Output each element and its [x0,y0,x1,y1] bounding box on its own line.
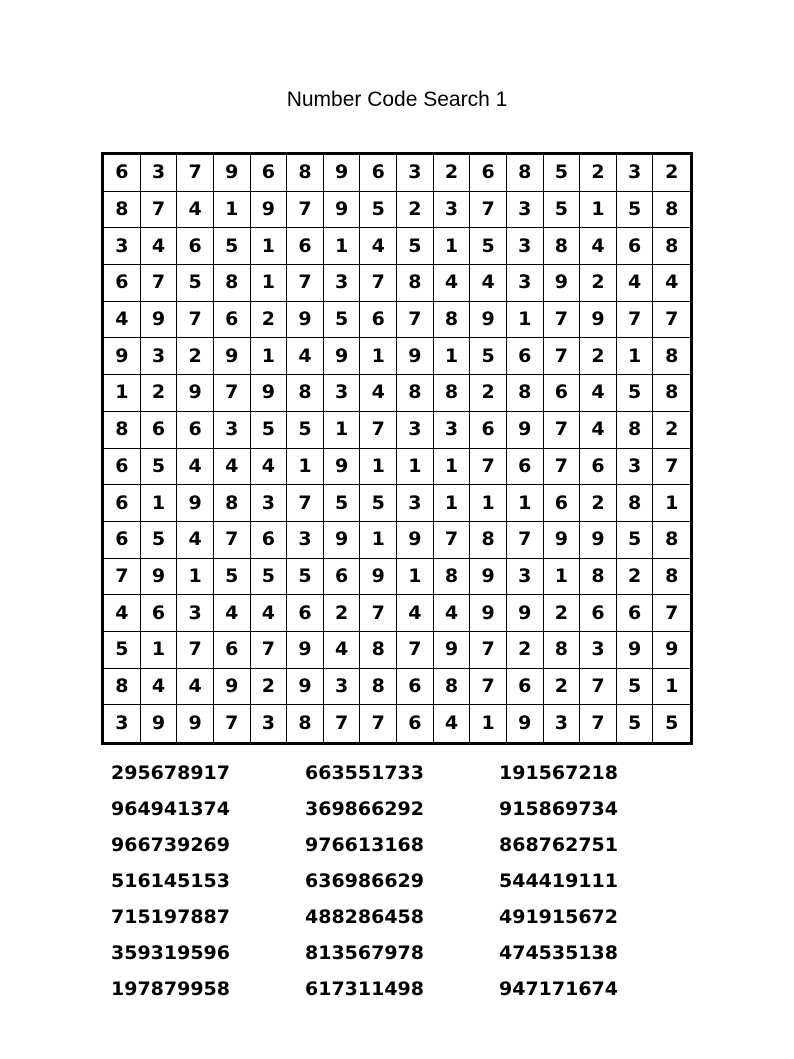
grid-cell: 9 [507,595,544,632]
grid-cell: 8 [214,265,251,302]
grid-cell: 8 [397,265,434,302]
grid-cell: 1 [360,522,397,559]
grid-cell: 7 [287,192,324,229]
grid-cell: 3 [397,155,434,192]
grid-cell: 5 [251,412,288,449]
grid-cell: 7 [544,338,581,375]
grid-cell: 8 [544,228,581,265]
grid-cell: 7 [653,302,690,339]
grid-cell: 5 [177,265,214,302]
grid-cell: 2 [544,669,581,706]
grid-cell: 9 [617,632,654,669]
grid-cell: 8 [653,375,690,412]
grid-cell: 7 [287,485,324,522]
grid-cell: 1 [434,338,471,375]
number-code: 516145153 [111,870,230,892]
grid-cell: 4 [470,265,507,302]
grid-cell: 4 [177,522,214,559]
grid-cell: 8 [653,559,690,596]
grid-cell: 1 [141,632,178,669]
grid-cell: 6 [617,228,654,265]
grid-cell: 9 [507,412,544,449]
grid-cell: 6 [104,155,141,192]
grid-cell: 1 [653,485,690,522]
grid-cell: 5 [141,522,178,559]
number-code: 369866292 [305,798,424,820]
grid-cell: 5 [251,559,288,596]
grid-cell: 9 [397,338,434,375]
grid-cell: 3 [397,485,434,522]
grid-cell: 8 [653,338,690,375]
grid-cell: 7 [507,522,544,559]
grid-cell: 1 [360,338,397,375]
grid-cell: 9 [324,338,361,375]
grid-cell: 9 [360,559,397,596]
grid-cell: 1 [470,485,507,522]
grid-cell: 1 [470,705,507,742]
grid-cell: 9 [177,375,214,412]
grid-cell: 5 [665,712,679,735]
number-code: 544419111 [499,870,618,892]
grid-cell: 7 [544,449,581,486]
number-code: 295678917 [111,762,230,784]
grid-cell: 4 [434,595,471,632]
grid-cell: 8 [287,375,324,412]
number-code: 813567978 [305,942,424,964]
grid-cell: 4 [177,192,214,229]
grid-cell: 6 [287,228,324,265]
grid-cell: 4 [580,375,617,412]
grid-cell: 6 [287,595,324,632]
grid-cell: 2 [653,412,690,449]
number-code: 191567218 [499,762,618,784]
grid-cell: 3 [544,705,581,742]
grid-cell: 2 [544,595,581,632]
grid-cell: 8 [104,192,141,229]
grid-cell: 2 [507,632,544,669]
number-code: 197879958 [111,978,230,1000]
grid-cell: 8 [434,375,471,412]
grid-cell: 7 [177,155,214,192]
grid-cell: 3 [251,485,288,522]
number-code: 915869734 [499,798,618,820]
grid-cell: 4 [324,632,361,669]
grid-cell: 9 [470,559,507,596]
grid-cell: 3 [434,192,471,229]
grid-cell: 6 [214,632,251,669]
grid-cell: 7 [214,522,251,559]
grid-cell: 6 [141,595,178,632]
grid-cell: 2 [617,559,654,596]
number-code: 636986629 [305,870,424,892]
grid-cell: 9 [397,522,434,559]
grid-cell: 2 [580,265,617,302]
grid-cell: 6 [104,522,141,559]
grid-cell: 6 [397,669,434,706]
grid-cell: 4 [580,412,617,449]
grid-cell: 1 [251,265,288,302]
grid-cell: 6 [397,705,434,742]
grid-cell: 7 [470,632,507,669]
grid-cell: 9 [177,485,214,522]
number-code: 715197887 [111,906,230,928]
grid-cell: 9 [544,265,581,302]
grid-cell: 7 [397,632,434,669]
grid-cell: 7 [324,705,361,742]
grid-cell: 9 [580,522,617,559]
grid-cell: 8 [397,375,434,412]
grid-cell: 7 [434,522,471,559]
grid-cell: 5 [544,192,581,229]
grid-cell: 3 [507,559,544,596]
grid-cell: 2 [141,375,178,412]
grid-cell: 1 [360,449,397,486]
grid-cell: 7 [617,302,654,339]
grid-cell: 4 [141,669,178,706]
grid-cell: 7 [360,412,397,449]
number-code: 663551733 [305,762,424,784]
grid-cell: 6 [251,155,288,192]
grid-cell: 9 [287,632,324,669]
grid-cell: 5 [617,192,654,229]
grid-cell: 4 [287,338,324,375]
grid-cell: 1 [177,559,214,596]
grid-cell: 3 [324,375,361,412]
grid-cell: 8 [653,192,690,229]
page-title: Number Code Search 1 [286,88,508,111]
grid-cell: 8 [104,669,141,706]
grid-cell: 5 [360,485,397,522]
grid-cell: 7 [287,265,324,302]
grid-cell: 1 [580,192,617,229]
grid-cell: 6 [544,485,581,522]
grid-cell: 3 [104,705,141,742]
grid-cell: 9 [580,302,617,339]
grid-cell: 7 [580,705,617,742]
grid-cell: 1 [544,559,581,596]
grid-cell: 2 [580,485,617,522]
number-code-list [111,755,711,1007]
number-grid [101,152,693,745]
grid-cell: 6 [104,265,141,302]
grid-cell: 2 [470,375,507,412]
grid-cell: 1 [251,228,288,265]
grid-cell: 7 [214,705,251,742]
grid-cell: 1 [324,412,361,449]
grid-cell: 8 [580,559,617,596]
grid-cell: 8 [470,522,507,559]
grid-cell: 3 [507,228,544,265]
grid-cell: 8 [507,375,544,412]
grid-cell: 1 [141,485,178,522]
number-code: 488286458 [305,906,424,928]
grid-cell: 1 [507,485,544,522]
grid-cell: 4 [653,265,690,302]
grid-cell: 9 [653,632,690,669]
number-code: 359319596 [111,942,230,964]
grid-cell: 7 [251,632,288,669]
grid-cell: 8 [104,412,141,449]
grid-cell: 7 [104,559,141,596]
grid-cell: 5 [287,412,324,449]
grid-cell: 9 [214,338,251,375]
grid-cell: 5 [360,192,397,229]
grid-cell: 7 [544,302,581,339]
grid-cell: 3 [141,338,178,375]
grid-cell: 3 [141,155,178,192]
grid-cell: 5 [324,302,361,339]
grid-cell: 9 [507,705,544,742]
grid-cell: 8 [653,522,690,559]
grid-cell: 8 [287,155,324,192]
grid-cell: 2 [434,155,471,192]
grid-cell: 9 [104,338,141,375]
grid-cell: 8 [434,559,471,596]
grid-cell: 6 [177,228,214,265]
grid-cell: 4 [617,265,654,302]
grid-cell: 5 [104,632,141,669]
grid-cell: 5 [617,522,654,559]
grid-cell: 5 [470,338,507,375]
grid-cell: 3 [104,228,141,265]
grid-cell: 3 [177,595,214,632]
grid-cell: 7 [470,449,507,486]
grid-cell: 8 [287,705,324,742]
grid-cell: 1 [397,449,434,486]
grid-cell: 2 [324,595,361,632]
grid-cell: 5 [324,485,361,522]
grid-cell: 6 [324,559,361,596]
grid-cell: 4 [177,669,214,706]
grid-cell: 5 [617,375,654,412]
grid-cell: 6 [177,412,214,449]
grid-cell: 1 [287,449,324,486]
grid-cell: 1 [617,338,654,375]
grid-cell: 9 [251,375,288,412]
grid-cell: 2 [251,669,288,706]
grid-cell: 3 [617,155,654,192]
grid-cell: 9 [141,559,178,596]
grid-cell: 8 [653,228,690,265]
number-code: 491915672 [499,906,618,928]
grid-cell: 1 [434,485,471,522]
grid-cell: 7 [177,632,214,669]
grid-cell: 7 [653,449,690,486]
grid-cell: 6 [214,302,251,339]
grid-cell: 7 [141,192,178,229]
grid-cell: 3 [251,705,288,742]
grid-cell: 4 [360,228,397,265]
grid-cell: 9 [141,302,178,339]
grid-cell: 6 [360,302,397,339]
grid-cell: 1 [653,669,690,706]
grid-cell: 6 [580,449,617,486]
grid-cell: 5 [617,705,654,742]
grid-cell: 2 [251,302,288,339]
grid-cell: 6 [470,155,507,192]
grid-cell: 7 [580,669,617,706]
number-code: 868762751 [499,834,618,856]
grid-cell: 9 [287,669,324,706]
grid-cell: 7 [360,265,397,302]
grid-cell: 7 [177,302,214,339]
grid-cell: 9 [214,669,251,706]
grid-cell: 4 [434,265,471,302]
grid-cell: 5 [544,155,581,192]
grid-cell: 3 [214,412,251,449]
grid-cell: 4 [360,375,397,412]
grid-cell: 2 [580,155,617,192]
grid-cell: 7 [397,302,434,339]
grid-cell: 4 [434,705,471,742]
grid-cell: 2 [653,155,690,192]
grid-cell: 7 [470,669,507,706]
grid-cell: 4 [214,449,251,486]
number-code: 617311498 [305,978,424,1000]
grid-cell: 6 [360,155,397,192]
grid-cell: 4 [251,595,288,632]
grid-cell: 8 [617,485,654,522]
number-code: 966739269 [111,834,230,856]
grid-cell: 6 [617,595,654,632]
grid-cell: 9 [324,155,361,192]
grid-cell: 6 [507,669,544,706]
grid-cell: 9 [434,632,471,669]
grid-cell: 6 [104,449,141,486]
grid-cell: 5 [141,449,178,486]
grid-cell: 9 [251,192,288,229]
number-code: 964941374 [111,798,230,820]
grid-cell: 4 [104,595,141,632]
grid-cell: 1 [104,375,141,412]
grid-cell: 7 [360,705,397,742]
grid-cell: 2 [397,192,434,229]
grid-cell: 4 [580,228,617,265]
grid-cell: 7 [214,375,251,412]
grid-cell: 6 [507,449,544,486]
grid-cell: 5 [617,669,654,706]
grid-cell: 1 [397,559,434,596]
grid-cell: 7 [360,595,397,632]
grid-cell: 7 [470,192,507,229]
grid-cell: 6 [141,412,178,449]
grid-cell: 7 [653,595,690,632]
grid-cell: 7 [544,412,581,449]
grid-cell: 8 [360,632,397,669]
grid-cell: 3 [324,669,361,706]
grid-cell: 6 [544,375,581,412]
grid-cell: 4 [141,228,178,265]
grid-cell: 6 [251,522,288,559]
grid-cell: 1 [251,338,288,375]
grid-cell: 4 [251,449,288,486]
grid-cell: 6 [580,595,617,632]
grid-cell: 1 [507,302,544,339]
grid-cell: 1 [434,228,471,265]
number-code: 976613168 [305,834,424,856]
grid-cell: 8 [507,155,544,192]
grid-cell: 5 [470,228,507,265]
grid-cell: 4 [397,595,434,632]
grid-cell: 9 [141,705,178,742]
grid-cell: 9 [214,155,251,192]
grid-cell: 6 [470,412,507,449]
grid-cell: 3 [434,412,471,449]
grid-cell: 6 [104,485,141,522]
grid-cell: 4 [214,595,251,632]
grid-cell: 3 [507,265,544,302]
grid-cell: 3 [397,412,434,449]
grid-cell: 3 [507,192,544,229]
grid-cell: 5 [287,559,324,596]
grid-cell: 8 [214,485,251,522]
grid-cell: 1 [214,192,251,229]
grid-cell: 3 [617,449,654,486]
grid-cell: 4 [177,449,214,486]
grid-cell: 4 [104,302,141,339]
grid-cell: 1 [434,449,471,486]
grid-cell: 5 [397,228,434,265]
grid-cell: 6 [507,338,544,375]
grid-cell: 3 [324,265,361,302]
grid-cell: 3 [580,632,617,669]
grid-cell: 2 [580,338,617,375]
grid-cell: 9 [470,595,507,632]
grid-cell: 3 [287,522,324,559]
grid-cell: 8 [434,669,471,706]
grid-cell: 5 [214,228,251,265]
grid-cell: 9 [324,192,361,229]
grid-cell: 9 [544,522,581,559]
grid-cell: 8 [544,632,581,669]
number-code: 947171674 [499,978,618,1000]
grid-cell: 9 [324,449,361,486]
grid-cell: 5 [214,559,251,596]
grid-cell: 8 [434,302,471,339]
grid-cell: 8 [617,412,654,449]
grid-cell: 9 [177,705,214,742]
grid-cell: 9 [470,302,507,339]
grid-cell: 2 [177,338,214,375]
grid-cell: 1 [324,228,361,265]
grid-cell: 9 [287,302,324,339]
grid-cell: 8 [360,669,397,706]
grid-cell: 7 [141,265,178,302]
grid-cell: 9 [324,522,361,559]
number-code: 474535138 [499,942,618,964]
